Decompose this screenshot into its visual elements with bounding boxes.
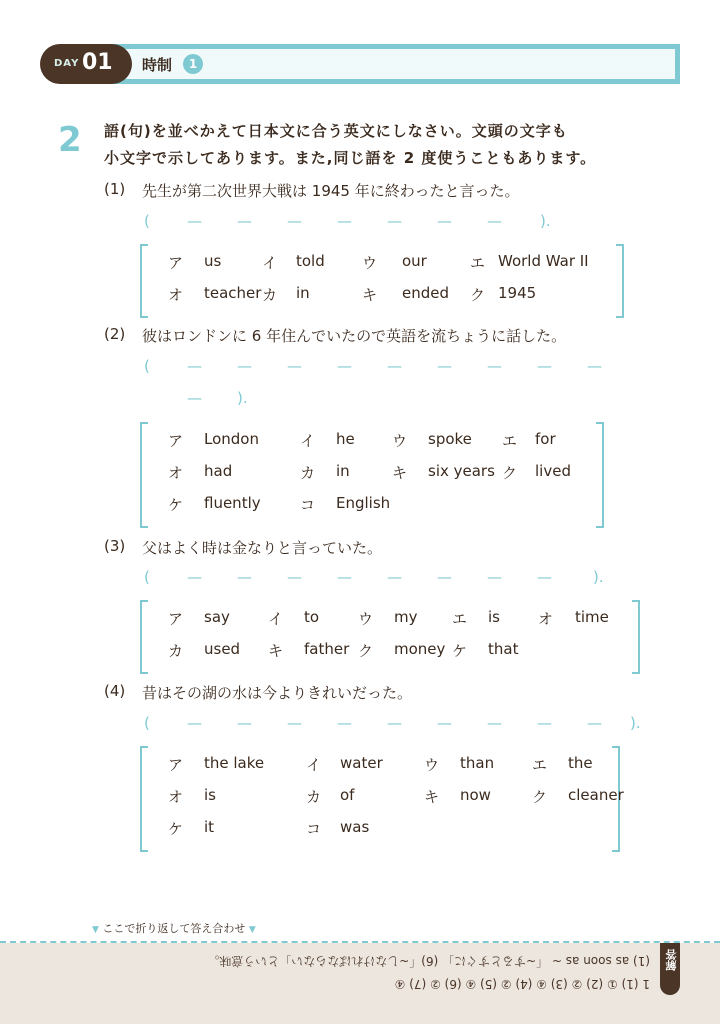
choice-key: ウ: [358, 610, 374, 628]
answer-slot[interactable]: —: [537, 568, 552, 586]
choice-word[interactable]: 1945: [498, 284, 537, 302]
answer-slot[interactable]: —: [437, 357, 452, 375]
answer-slot[interactable]: —: [287, 714, 302, 732]
choice-key: カ: [306, 788, 322, 806]
choice-row: [140, 284, 624, 306]
answer-slot[interactable]: —: [187, 212, 202, 230]
answer-area: [0, 943, 720, 1024]
choice-key: ク: [502, 464, 518, 482]
choice-box: [140, 600, 640, 674]
question-text: 彼はロンドンに 6 年住んでいたので英語を流ちょうに話した。: [142, 327, 567, 345]
choice-key: ケ: [168, 820, 184, 838]
close-paren: ).: [593, 568, 604, 586]
choice-word[interactable]: father: [304, 640, 350, 658]
choice-box: [140, 422, 604, 528]
answer-slot[interactable]: —: [237, 357, 252, 375]
day-label: DAY: [54, 58, 80, 69]
question-text: 昔はその湖の水は今よりきれいだった。: [142, 684, 413, 702]
answer-slot[interactable]: —: [487, 714, 502, 732]
choice-box: [140, 244, 624, 318]
choice-key: エ: [502, 432, 518, 450]
choice-word[interactable]: money: [394, 640, 446, 658]
choice-key: オ: [168, 464, 184, 482]
answer-blank[interactable]: [0, 714, 720, 736]
answer-slot[interactable]: —: [337, 568, 352, 586]
open-paren: (: [144, 568, 150, 586]
choice-word[interactable]: us: [204, 252, 222, 270]
section-title: 時制: [142, 56, 173, 74]
choice-key: ア: [168, 610, 184, 628]
choice-word[interactable]: time: [575, 608, 609, 626]
question-text: 先生が第二次世界大戦は 1945 年に終わったと言った。: [142, 182, 520, 200]
choice-key: イ: [268, 610, 284, 628]
choice-key: イ: [306, 756, 322, 774]
choice-key: コ: [306, 820, 322, 838]
answer-slot[interactable]: —: [387, 714, 402, 732]
choice-key: エ: [532, 756, 548, 774]
choice-key: カ: [168, 642, 184, 660]
answer-slot[interactable]: —: [587, 714, 602, 732]
choice-key: ケ: [168, 496, 184, 514]
choice-row: [140, 462, 604, 484]
fold-label: ここで折り返して答え合わせ: [102, 922, 246, 935]
choice-word[interactable]: teacher: [204, 284, 262, 302]
exercise-number: 2: [58, 120, 82, 160]
open-paren: (: [144, 357, 150, 375]
choice-word[interactable]: our: [402, 252, 427, 270]
open-paren: (: [144, 714, 150, 732]
close-paren: ).: [630, 714, 641, 732]
choice-word[interactable]: my: [394, 608, 418, 626]
choice-key: キ: [392, 464, 408, 482]
choice-word[interactable]: in: [336, 462, 350, 480]
choice-row: [140, 608, 640, 630]
choice-word[interactable]: to: [304, 608, 320, 626]
choice-key: ク: [470, 286, 486, 304]
choice-row: [140, 494, 604, 516]
choice-word[interactable]: used: [204, 640, 241, 658]
choice-key: ク: [532, 788, 548, 806]
choice-key: ア: [168, 756, 184, 774]
choice-word[interactable]: was: [340, 818, 370, 836]
choice-key: キ: [424, 788, 440, 806]
answer-slot[interactable]: —: [237, 568, 252, 586]
question-3: [104, 537, 684, 559]
answer-slot[interactable]: —: [337, 212, 352, 230]
choice-word[interactable]: had: [204, 462, 233, 480]
answer-blank[interactable]: [0, 357, 720, 379]
choice-key: ア: [168, 254, 184, 272]
choice-row: [140, 640, 640, 662]
choice-key: オ: [168, 286, 184, 304]
flipped-hint: (1) as soon as ~ 「~するとすぐに」 (6)「~しなければならない」という意味。: [207, 954, 650, 968]
choice-word[interactable]: ended: [402, 284, 450, 302]
choice-key: オ: [168, 788, 184, 806]
choice-key: ウ: [424, 756, 440, 774]
answer-slot[interactable]: —: [337, 714, 352, 732]
choice-key: コ: [300, 496, 316, 514]
day-badge: [40, 44, 132, 84]
choice-key: イ: [300, 432, 316, 450]
answer-slot[interactable]: —: [287, 568, 302, 586]
answer-slot[interactable]: —: [387, 357, 402, 375]
choice-word[interactable]: for: [535, 430, 556, 448]
answer-slot[interactable]: —: [237, 714, 252, 732]
answer-slot[interactable]: —: [537, 357, 552, 375]
choice-word[interactable]: cleaner: [568, 786, 624, 804]
question-2: [104, 325, 684, 347]
choice-word[interactable]: water: [340, 754, 383, 772]
triangle-down-icon: ▼: [92, 925, 99, 935]
answer-slot[interactable]: —: [487, 212, 502, 230]
choice-word[interactable]: six years: [428, 462, 495, 480]
choice-word[interactable]: say: [204, 608, 230, 626]
question-text: 父はよく時は金なりと言っていた。: [142, 539, 383, 557]
answer-slot[interactable]: —: [387, 568, 402, 586]
answer-slot[interactable]: —: [487, 357, 502, 375]
choice-word[interactable]: English: [336, 494, 391, 512]
answer-slot[interactable]: —: [187, 357, 202, 375]
answer-key-tab[interactable]: [660, 943, 680, 995]
instruction-line-1: 語(句)を並べかえて日本文に合う英文にしなさい。文頭の文字も: [104, 122, 568, 140]
choice-word[interactable]: the lake: [204, 754, 265, 772]
answer-blank[interactable]: [0, 568, 720, 590]
choice-word[interactable]: it: [204, 818, 215, 836]
fold-instruction: [92, 920, 256, 936]
question-label: (2): [104, 325, 126, 343]
answer-slot[interactable]: —: [537, 714, 552, 732]
choice-key: エ: [470, 254, 486, 272]
close-paren: ).: [237, 389, 248, 407]
answer-blank[interactable]: [0, 389, 720, 411]
flipped-answers: 1 (1) ① (2) ② (3) ④ (4) ② (5) ④ (6) ② (7) ④: [394, 977, 650, 991]
day-header: [40, 44, 680, 84]
choice-word[interactable]: in: [296, 284, 310, 302]
question-label: (1): [104, 180, 126, 198]
choice-key: キ: [268, 642, 284, 660]
answer-slot[interactable]: —: [387, 212, 402, 230]
answer-slot[interactable]: —: [237, 212, 252, 230]
answer-key-label: 解答: [665, 949, 678, 971]
choice-row: [140, 754, 620, 776]
choice-word[interactable]: London: [204, 430, 259, 448]
answer-slot[interactable]: —: [287, 212, 302, 230]
choice-word[interactable]: he: [336, 430, 355, 448]
choice-row: [140, 786, 624, 808]
choice-word[interactable]: World War II: [498, 252, 589, 270]
choice-key: ケ: [452, 642, 468, 660]
answer-slot[interactable]: —: [437, 212, 452, 230]
open-paren: (: [144, 212, 150, 230]
question-label: (4): [104, 682, 126, 700]
answer-slot[interactable]: —: [187, 389, 202, 407]
choice-row: [140, 430, 604, 452]
choice-word[interactable]: of: [340, 786, 355, 804]
choice-key: キ: [362, 286, 378, 304]
choice-word[interactable]: is: [204, 786, 216, 804]
choice-key: カ: [262, 286, 278, 304]
choice-box: [140, 746, 624, 852]
choice-word[interactable]: lived: [535, 462, 571, 480]
choice-key: ク: [358, 642, 374, 660]
choice-key: オ: [538, 610, 554, 628]
choice-key: イ: [262, 254, 278, 272]
day-number: 01: [82, 50, 113, 75]
choice-word[interactable]: now: [460, 786, 491, 804]
section-badge: 1: [183, 54, 203, 74]
choice-key: ウ: [362, 254, 378, 272]
question-1: [104, 180, 684, 202]
choice-word[interactable]: is: [488, 608, 500, 626]
question-4: [104, 682, 684, 704]
choice-word[interactable]: than: [460, 754, 495, 772]
choice-key: カ: [300, 464, 316, 482]
choice-word[interactable]: spoke: [428, 430, 472, 448]
instruction-line-2: 小文字で示してあります。また,同じ語を 2 度使うこともあります。: [104, 149, 597, 167]
choice-key: エ: [452, 610, 468, 628]
answer-slot[interactable]: —: [337, 357, 352, 375]
choice-word[interactable]: the: [568, 754, 593, 772]
choice-word[interactable]: that: [488, 640, 519, 658]
answer-slot[interactable]: —: [587, 357, 602, 375]
answer-blank[interactable]: [0, 212, 720, 234]
answer-slot[interactable]: —: [187, 714, 202, 732]
question-label: (3): [104, 537, 126, 555]
choice-word[interactable]: fluently: [204, 494, 261, 512]
answer-slot[interactable]: —: [437, 714, 452, 732]
answer-slot[interactable]: —: [437, 568, 452, 586]
close-paren: ).: [540, 212, 551, 230]
choice-word[interactable]: told: [296, 252, 325, 270]
choice-key: ア: [168, 432, 184, 450]
answer-slot[interactable]: —: [287, 357, 302, 375]
choice-row: [140, 818, 620, 840]
choice-key: ウ: [392, 432, 408, 450]
answer-slot[interactable]: —: [187, 568, 202, 586]
triangle-down-icon: ▼: [248, 925, 256, 935]
choice-row: [140, 252, 624, 274]
answer-slot[interactable]: —: [487, 568, 502, 586]
